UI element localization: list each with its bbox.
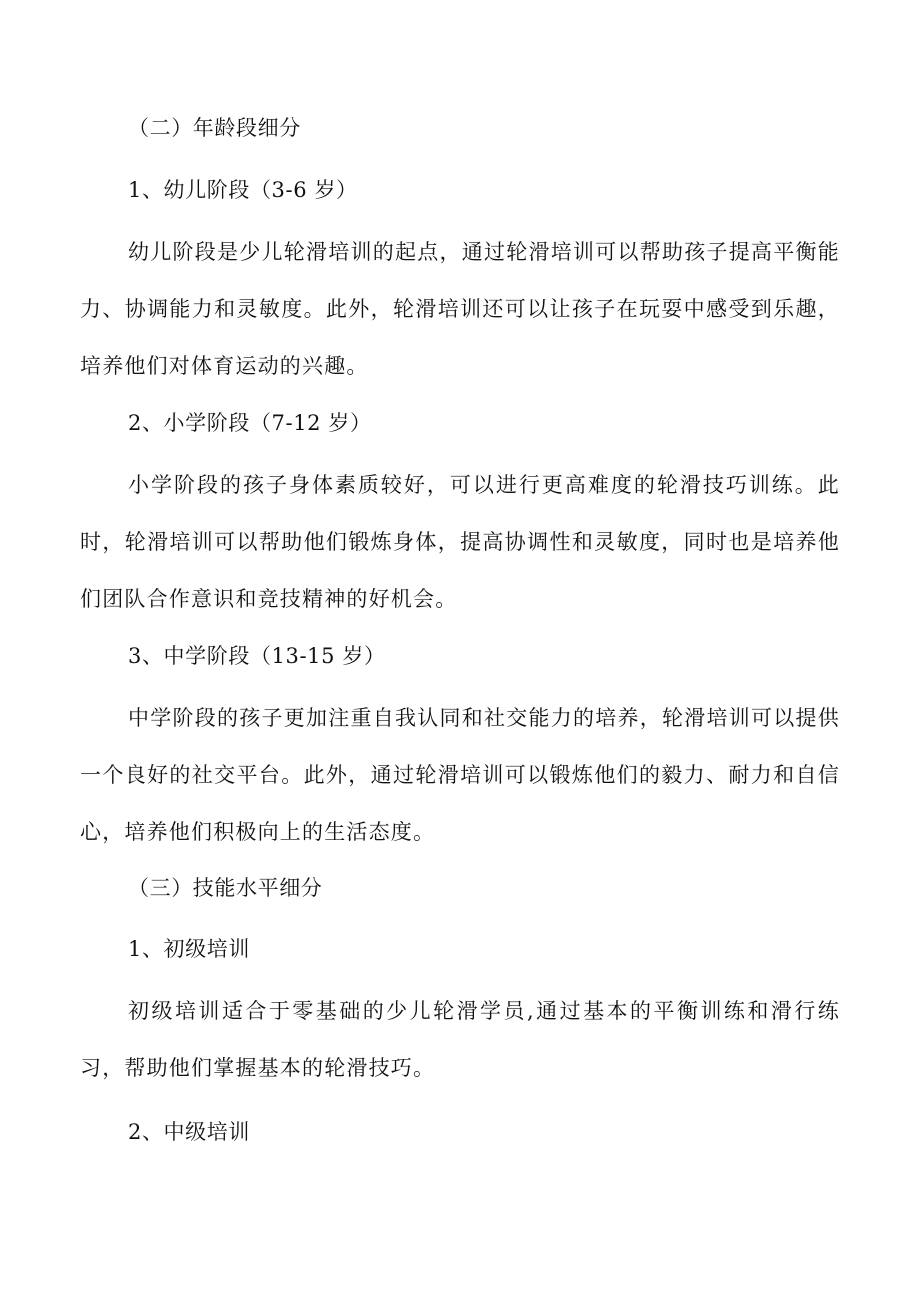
age-item-3-title: 3、中学阶段（13-15 岁） — [128, 644, 386, 668]
age-item-2-body: 小学阶段的孩子身体素质较好，可以进行更高难度的轮滑技巧训练。此时，轮滑培训可以帮助他们锻炼身体，提高协调性和灵敏度，同时也是培养他们团队合作意识和竞技精神的好机会。 — [80, 473, 840, 611]
age-item-1-body: 幼儿阶段是少儿轮滑培训的起点，通过轮滑培训可以帮助孩子提高平衡能力、协调能力和灵敏度。此外，轮滑培训还可以让孩子在玩耍中感受到乐趣，培养他们对体育运动的兴趣。 — [80, 240, 840, 378]
skill-item-2-title: 2、中级培训 — [128, 1120, 250, 1144]
section-heading-age: （二）年龄段细分 — [128, 116, 301, 140]
age-item-2-title: 2、小学阶段（7-12 岁） — [128, 411, 372, 435]
skill-item-1-body: 初级培训适合于零基础的少儿轮滑学员,通过基本的平衡训练和滑行练习，帮助他们掌握基本的轮滑技巧。 — [80, 999, 840, 1080]
age-item-1-title: 1、幼儿阶段（3-6 岁） — [128, 178, 358, 202]
section-heading-skill: （三）技能水平细分 — [128, 876, 323, 900]
age-item-3-body: 中学阶段的孩子更加注重自我认同和社交能力的培养，轮滑培训可以提供一个良好的社交平台。此外，通过轮滑培训可以锻炼他们的毅力、耐力和自信心，培养他们积极向上的生活态度。 — [80, 706, 840, 844]
skill-item-1-title: 1、初级培训 — [128, 937, 250, 961]
